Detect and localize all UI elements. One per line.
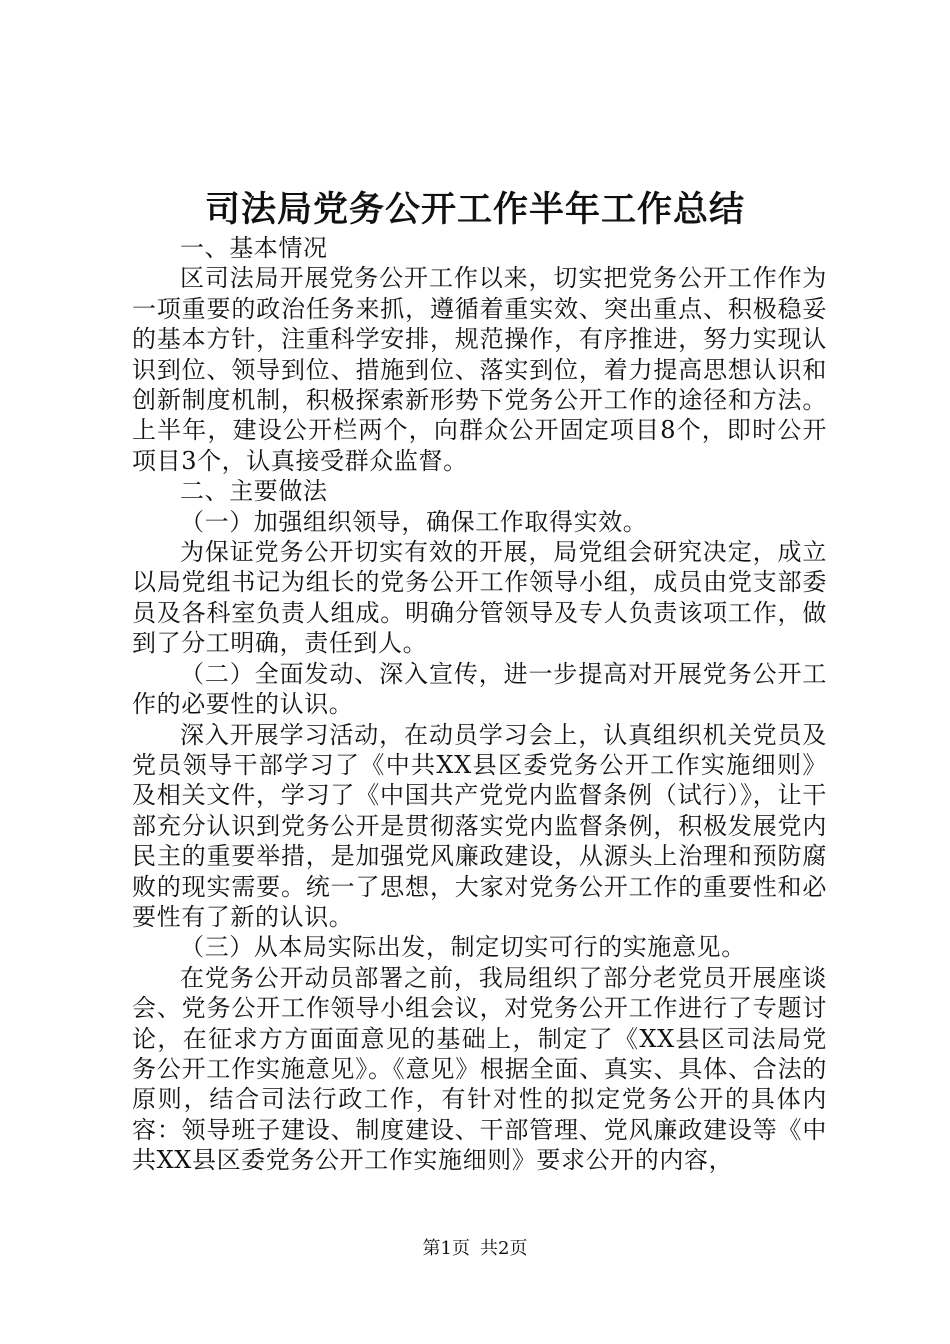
page-number-total: 共2页 [480,1238,528,1259]
section-heading-main-practices: 二、主要做法 [180,477,328,506]
page-footer [0,1238,950,1260]
subheading-organization-leadership: （一）加强组织领导，确保工作取得实效。 [180,507,648,536]
subheading-publicity: （二）全面发动、深入宣传，进一步提高对开展党务公开工作的必要性的认识。 [132,659,827,719]
paragraph-implementation-opinions: 在党务公开动员部署之前，我局组织了部分老党员开展座谈会、党务公开工作领导小组会议，对党务公开工作进行了专题讨论，在征求方方面面意见的基础上，制定了《XX县区司法局党务公开工作实施意见》。《意见》根据全面、真实、具体、合法的原则，结合司法行政工作，有针对性的拟定党务公开的具体内容：领导班子建设、制度建设、干部管理、党风廉政建设等《中共XX县区委党务公开工作实施细则》要求公开的内容， [132,963,827,1175]
paragraph-publicity: 深入开展学习活动，在动员学习会上，认真组织机关党员及党员领导干部学习了《中共XX县区委党务公开工作实施细则》及相关文件，学习了《中国共产党党内监督条例（试行）》，让干部充分认识到党务公开是贯彻落实党内监督条例，积极发展党内民主的重要举措，是加强党风廉政建设，从源头上治理和预防腐败的现实需要。统一了思想，大家对党务公开工作的重要性和必要性有了新的认识。 [132,720,827,931]
page-number-current: 第1页 [422,1238,470,1259]
document-body [132,233,827,1176]
paragraph-basic-situation: 区司法局开展党务公开工作以来，切实把党务公开工作作为一项重要的政治任务来抓，遵循着重实效、突出重点、积极稳妥的基本方针，注重科学安排，规范操作，有序推进，努力实现认识到位、领导到位、措施到位、落实到位，着力提高思想认识和创新制度机制，积极探索新形势下党务公开工作的途径和方法。上半年，建设公开栏两个，向群众公开固定项目8个，即时公开项目3个，认真接受群众监督。 [132,264,827,475]
document-title: 司法局党务公开工作半年工作总结 [204,189,745,230]
paragraph-organization-leadership: 为保证党务公开切实有效的开展，局党组会研究决定，成立以局党组书记为组长的党务公开工作领导小组，成员由党支部委员及各科室负责人组成。明确分管领导及专人负责该项工作，做到了分工明确，责任到人。 [132,538,827,658]
subheading-implementation-opinions: （三）从本局实际出发，制定切实可行的实施意见。 [180,933,746,962]
section-heading-basic-situation: 一、基本情况 [180,234,328,262]
